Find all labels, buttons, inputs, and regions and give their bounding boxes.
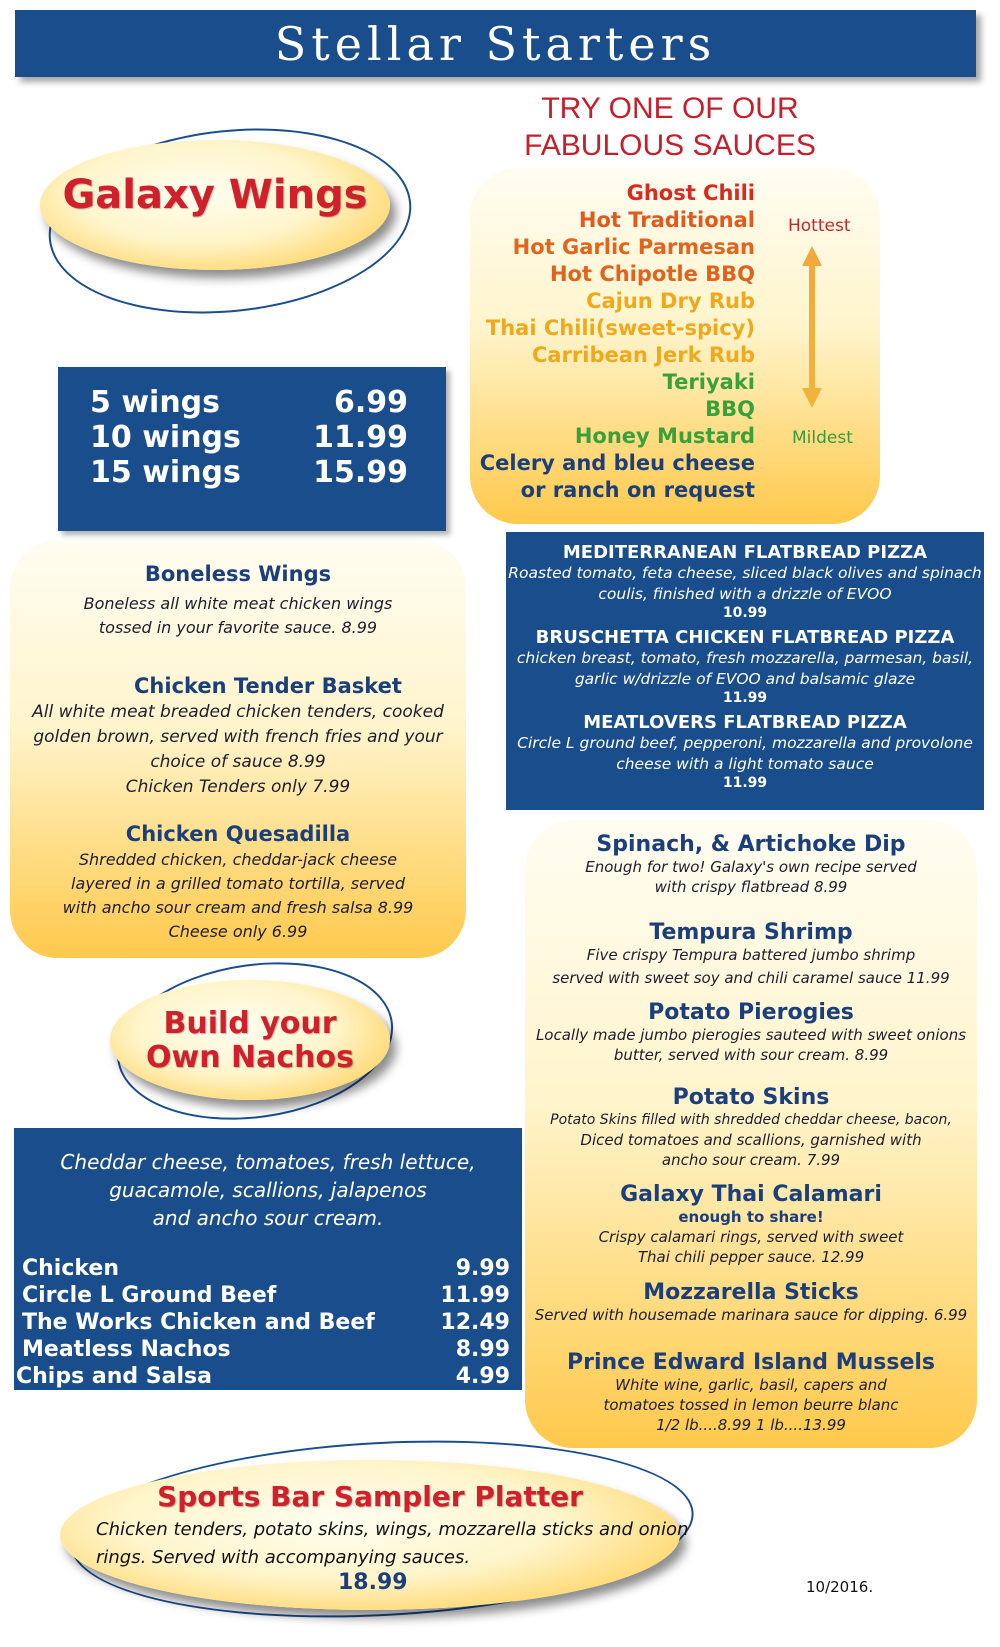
appetizers-box	[525, 820, 977, 1448]
potato-pierogies-item	[525, 1000, 977, 1065]
nachos-row	[22, 1283, 510, 1308]
nachos-row	[22, 1256, 510, 1281]
flatbread-desc: chicken breast, tomato, fresh mozzarella, parmesan, basil,	[516, 649, 974, 667]
stellar-starters-banner	[15, 10, 976, 77]
item-desc: Enough for two! Galaxy's own recipe served	[585, 858, 917, 876]
item-title: Potato Pierogies	[648, 1000, 854, 1025]
nachos-price: 8.99	[455, 1337, 510, 1362]
flatbread-item	[506, 712, 984, 791]
item-title: Spinach, & Artichoke Dip	[596, 832, 906, 857]
chicken-items-box	[10, 540, 466, 958]
wings-label: 15 wings	[90, 455, 241, 490]
chicken-quesadilla-title: Chicken Quesadilla	[125, 822, 351, 846]
flatbread-title: MEATLOVERS FLATBREAD PIZZA	[583, 712, 907, 733]
item-desc: Five crispy Tempura battered jumbo shrimp	[586, 946, 916, 964]
sauce-item: Teriyaki	[662, 370, 755, 394]
sauces-heading-line1: TRY ONE OF OUR	[541, 92, 799, 125]
chicken-tender-basket-desc	[10, 700, 466, 800]
nachos-desc	[14, 1148, 522, 1232]
hottest-label: Hottest	[788, 216, 851, 236]
nachos-price-box	[14, 1128, 522, 1390]
flatbread-item	[506, 627, 984, 706]
item-desc: tomatoes tossed in lemon beurre blanc	[603, 1396, 899, 1414]
item-desc: Thai chili pepper sauce. 12.99	[637, 1248, 865, 1266]
item-title: Tempura Shrimp	[649, 920, 853, 945]
item-desc: ancho sour cream. 7.99	[661, 1151, 841, 1169]
item-desc: Potato Skins filled with shredded cheddar cheese, bacon,	[550, 1112, 952, 1128]
item-desc: with crispy flatbread 8.99	[654, 878, 848, 896]
desc-line: layered in a grilled tomato tortilla, served	[71, 874, 405, 893]
nachos-price: 12.49	[440, 1310, 510, 1335]
desc-line: Boneless all white meat chicken wings	[83, 594, 393, 613]
wings-price: 11.99	[313, 420, 408, 455]
wings-price: 15.99	[313, 455, 408, 490]
wings-price: 6.99	[333, 385, 408, 420]
galaxy-thai-calamari-item	[525, 1182, 977, 1267]
desc-line: choice of sauce 8.99	[150, 752, 326, 772]
desc-line: guacamole, scallions, jalapenos	[109, 1178, 427, 1202]
sampler-price: 18.99	[338, 1570, 408, 1595]
nachos-row	[22, 1310, 510, 1335]
desc-line: Shredded chicken, cheddar-jack cheese	[78, 850, 398, 869]
desc-line: Chicken tenders, potato skins, wings, mozzarella sticks and onion	[96, 1519, 689, 1540]
sampler-desc	[96, 1516, 688, 1572]
sauce-item: or ranch on request	[520, 478, 755, 502]
item-desc: butter, served with sour cream. 8.99	[613, 1046, 889, 1064]
chicken-tender-basket-title: Chicken Tender Basket	[134, 674, 402, 698]
desc-line: rings. Served with accompanying sauces.	[96, 1547, 471, 1568]
galaxy-wings-title: Galaxy Wings	[62, 172, 368, 218]
nachos-row	[22, 1337, 510, 1362]
item-desc: Served with housemade marinara sauce for dipping. 6.99	[534, 1306, 968, 1324]
flatbread-desc: Circle L ground beef, pepperoni, mozzarella and provolone	[517, 734, 973, 752]
desc-line: Chicken Tenders only 7.99	[125, 777, 351, 797]
flatbread-price: 10.99	[722, 605, 768, 621]
wings-row	[90, 385, 408, 420]
item-desc: Crispy calamari rings, served with sweet	[598, 1228, 904, 1246]
sauce-item: Thai Chili(sweet-spicy)	[485, 316, 755, 340]
nachos-price: 4.99	[455, 1364, 510, 1389]
flatbread-price: 11.99	[722, 775, 768, 791]
pei-mussels-item	[525, 1350, 977, 1435]
wings-label: 5 wings	[90, 385, 221, 420]
item-title: Mozzarella Sticks	[643, 1280, 859, 1305]
desc-line: and ancho sour cream.	[152, 1206, 384, 1230]
item-desc: Locally made jumbo pierogies sauteed with sweet onions	[535, 1026, 967, 1044]
nachos-label: Meatless Nachos	[22, 1337, 231, 1362]
nachos-label: Circle L Ground Beef	[22, 1283, 277, 1308]
menu-date: 10/2016.	[806, 1578, 874, 1596]
boneless-wings-title: Boneless Wings	[144, 562, 332, 586]
sauce-item: Carribean Jerk Rub	[531, 343, 755, 367]
item-title: Galaxy Thai Calamari	[620, 1182, 882, 1207]
flatbread-item	[506, 542, 984, 621]
sauce-item: Honey Mustard	[574, 424, 755, 448]
flatbread-desc: Roasted tomato, feta cheese, sliced black olives and spinach	[508, 564, 982, 582]
nachos-title-line: Build your	[163, 1006, 337, 1041]
flatbread-title: MEDITERRANEAN FLATBREAD PIZZA	[562, 542, 928, 563]
tempura-shrimp-item	[525, 920, 977, 988]
item-desc: White wine, garlic, basil, capers and	[615, 1376, 887, 1394]
flatbread-price: 11.99	[722, 690, 768, 706]
nachos-label: Chicken	[22, 1256, 120, 1281]
wings-row	[90, 420, 408, 455]
sauce-item: BBQ	[705, 397, 755, 421]
desc-line: All white meat breaded chicken tenders, cooked	[32, 702, 444, 722]
sauce-item: Hot Chipotle BBQ	[549, 262, 755, 286]
sauces-heading	[470, 90, 870, 164]
sauce-item: Ghost Chili	[626, 181, 755, 205]
desc-line: Cheddar cheese, tomatoes, fresh lettuce,	[60, 1150, 476, 1174]
boneless-wings-desc	[10, 592, 466, 640]
sampler-title: Sports Bar Sampler Platter	[157, 1480, 583, 1513]
wings-price-box	[58, 367, 446, 531]
nachos-label: Chips and Salsa	[16, 1364, 212, 1389]
item-desc: served with sweet soy and chili caramel sauce 11.99	[552, 969, 950, 987]
sauce-item: Hot Traditional	[578, 208, 755, 232]
sauces-heading-line2: FABULOUS SAUCES	[524, 129, 816, 162]
nachos-label: The Works Chicken and Beef	[22, 1310, 375, 1335]
banner-title: Stellar Starters	[274, 16, 717, 71]
sauces-box	[470, 168, 880, 524]
potato-skins-item	[525, 1085, 977, 1170]
sauce-item: Celery and bleu cheese	[479, 451, 755, 475]
nachos-title-line: Own Nachos	[146, 1040, 354, 1075]
chicken-quesadilla-desc	[10, 848, 466, 944]
item-desc: Diced tomatoes and scallions, garnished with	[580, 1131, 922, 1149]
flatbread-pizza-box	[506, 532, 984, 810]
nachos-row	[16, 1364, 510, 1389]
flatbread-desc: coulis, finished with a drizzle of EVOO	[598, 585, 892, 603]
nachos-title	[110, 1007, 390, 1075]
flatbread-desc: garlic w/drizzle of EVOO and balsamic glaze	[574, 670, 916, 688]
desc-line: with ancho sour cream and fresh salsa 8.99	[62, 898, 414, 917]
sauce-item: Cajun Dry Rub	[586, 289, 755, 313]
sauce-item: Hot Garlic Parmesan	[512, 235, 755, 259]
flatbread-title: BRUSCHETTA CHICKEN FLATBREAD PIZZA	[535, 627, 955, 648]
wings-label: 10 wings	[90, 420, 241, 455]
nachos-price: 11.99	[440, 1283, 510, 1308]
item-title: Prince Edward Island Mussels	[566, 1350, 936, 1375]
desc-line: tossed in your favorite sauce. 8.99	[98, 618, 378, 637]
desc-line: golden brown, served with french fries and your	[33, 727, 443, 747]
heat-scale-arrow-icon	[800, 246, 824, 408]
sauce-list	[480, 180, 755, 504]
mildest-label: Mildest	[792, 428, 853, 448]
item-subtitle: enough to share!	[678, 1208, 824, 1226]
item-title: Potato Skins	[672, 1085, 830, 1110]
item-desc: 1/2 lb....8.99 1 lb....13.99	[656, 1416, 846, 1434]
desc-line: Cheese only 6.99	[168, 922, 308, 941]
flatbread-desc: cheese with a light tomato sauce	[616, 755, 874, 773]
nachos-price: 9.99	[455, 1256, 510, 1281]
wings-row	[90, 455, 408, 490]
spinach-dip-item	[525, 832, 977, 897]
mozzarella-sticks-item	[525, 1280, 977, 1325]
